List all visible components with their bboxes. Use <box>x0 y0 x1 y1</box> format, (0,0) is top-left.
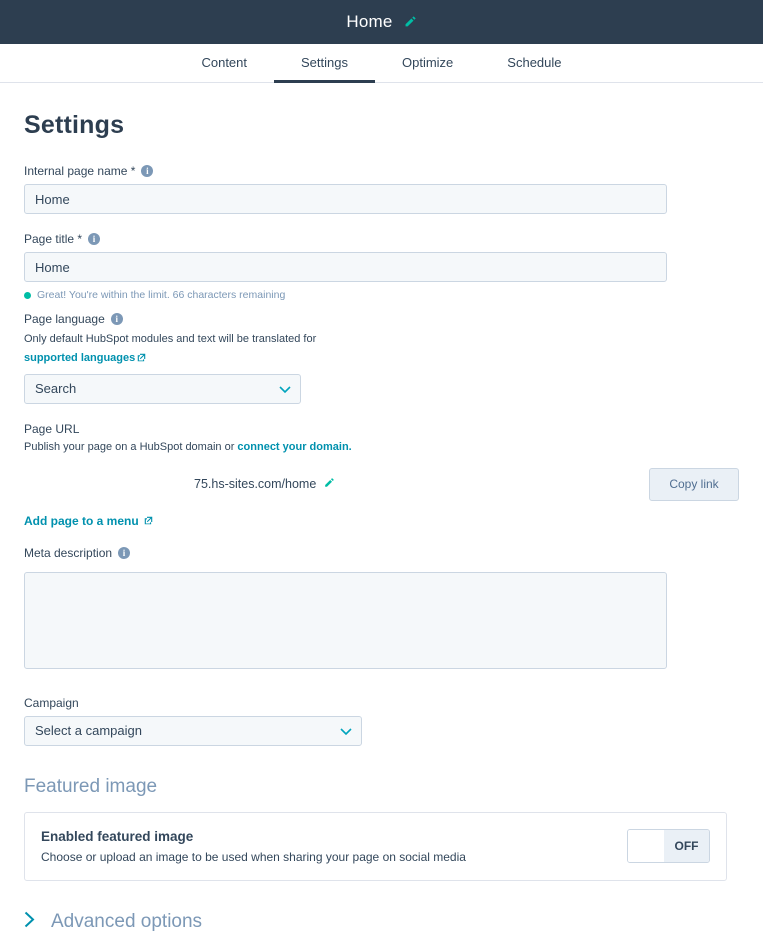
page-language-select-value: Search <box>35 381 77 397</box>
tab-schedule[interactable] <box>480 44 588 83</box>
page-heading: Settings <box>24 111 125 139</box>
tab-schedule-label: Schedule <box>507 54 562 70</box>
page-title-label: Page title * <box>24 232 83 246</box>
external-link-icon <box>137 353 146 362</box>
internal-page-name-label: Internal page name * <box>24 164 136 178</box>
page-language-label: Page language <box>24 312 105 326</box>
pencil-icon[interactable] <box>323 477 335 492</box>
toggle-knob <box>628 830 664 862</box>
advanced-options-toggle[interactable] <box>24 911 739 933</box>
page-url-value-group <box>194 477 335 492</box>
page-url-value: 75.hs-sites.com/home <box>194 477 317 492</box>
page-url-note <box>24 440 739 456</box>
advanced-options-label: Advanced options <box>51 910 203 932</box>
pencil-icon[interactable] <box>403 15 417 29</box>
featured-image-toggle[interactable] <box>627 829 710 863</box>
chevron-right-icon <box>24 911 35 933</box>
page-language-select[interactable] <box>24 374 301 404</box>
page-language-note: Only default HubSpot modules and text will be translated for <box>24 333 317 345</box>
page-url-row <box>24 468 739 501</box>
status-dot-icon <box>24 292 31 299</box>
supported-languages-link[interactable] <box>24 352 146 364</box>
meta-description-input[interactable] <box>24 572 667 669</box>
campaign-select[interactable] <box>24 716 362 746</box>
meta-description-field <box>24 546 739 674</box>
connect-domain-link[interactable]: connect your domain. <box>237 440 352 453</box>
info-icon[interactable]: i <box>88 233 100 245</box>
add-page-to-menu-link[interactable] <box>24 514 153 528</box>
page-title-status <box>24 289 739 301</box>
page-title-status-text: Great! You're within the limit. 66 characters remaining <box>37 289 286 301</box>
internal-page-name-label-row <box>24 164 739 178</box>
internal-page-name-input[interactable] <box>24 184 667 214</box>
tab-content[interactable] <box>174 44 274 83</box>
page-title-label-row <box>24 232 739 246</box>
chevron-down-icon <box>279 381 291 396</box>
page-url-field <box>24 422 739 530</box>
chevron-down-icon <box>340 723 352 738</box>
page-url-note-text: Publish your page on a HubSpot domain or <box>24 440 238 453</box>
page-title-input[interactable] <box>24 252 667 282</box>
info-icon[interactable]: i <box>141 165 153 177</box>
meta-description-label-row <box>24 546 739 560</box>
toggle-state-label: OFF <box>664 830 709 862</box>
add-page-to-menu-label: Add page to a menu <box>24 513 139 528</box>
tab-settings-label: Settings <box>301 54 348 70</box>
page-title-topbar: Home <box>346 12 393 31</box>
settings-panel <box>0 111 763 933</box>
featured-image-card-sub: Choose or upload an image to be used when sharing your page on social media <box>41 849 466 864</box>
tab-optimize-label: Optimize <box>402 54 454 70</box>
top-bar <box>0 0 763 44</box>
info-icon[interactable]: i <box>118 547 130 559</box>
external-link-icon <box>144 516 153 525</box>
campaign-field <box>24 696 739 746</box>
info-icon[interactable]: i <box>111 313 123 325</box>
copy-link-button[interactable]: Copy link <box>649 468 739 501</box>
featured-image-card-title: Enabled featured image <box>41 828 194 844</box>
page-title-field <box>24 232 739 301</box>
tab-settings[interactable] <box>274 44 375 83</box>
campaign-label: Campaign <box>24 695 79 710</box>
featured-image-section-title: Featured image <box>24 775 158 797</box>
page-language-field <box>24 312 739 404</box>
page-url-label: Page URL <box>24 421 80 436</box>
meta-description-label: Meta description <box>24 545 113 560</box>
tab-content-label: Content <box>201 54 248 70</box>
internal-page-name-field <box>24 164 739 214</box>
featured-image-card-text <box>41 829 466 864</box>
featured-image-card <box>24 812 727 881</box>
supported-languages-link-label: supported languages <box>24 351 136 364</box>
page-language-label-row <box>24 312 739 326</box>
tab-bar <box>0 44 763 83</box>
tab-optimize[interactable] <box>375 44 480 83</box>
campaign-select-value: Select a campaign <box>35 723 142 739</box>
